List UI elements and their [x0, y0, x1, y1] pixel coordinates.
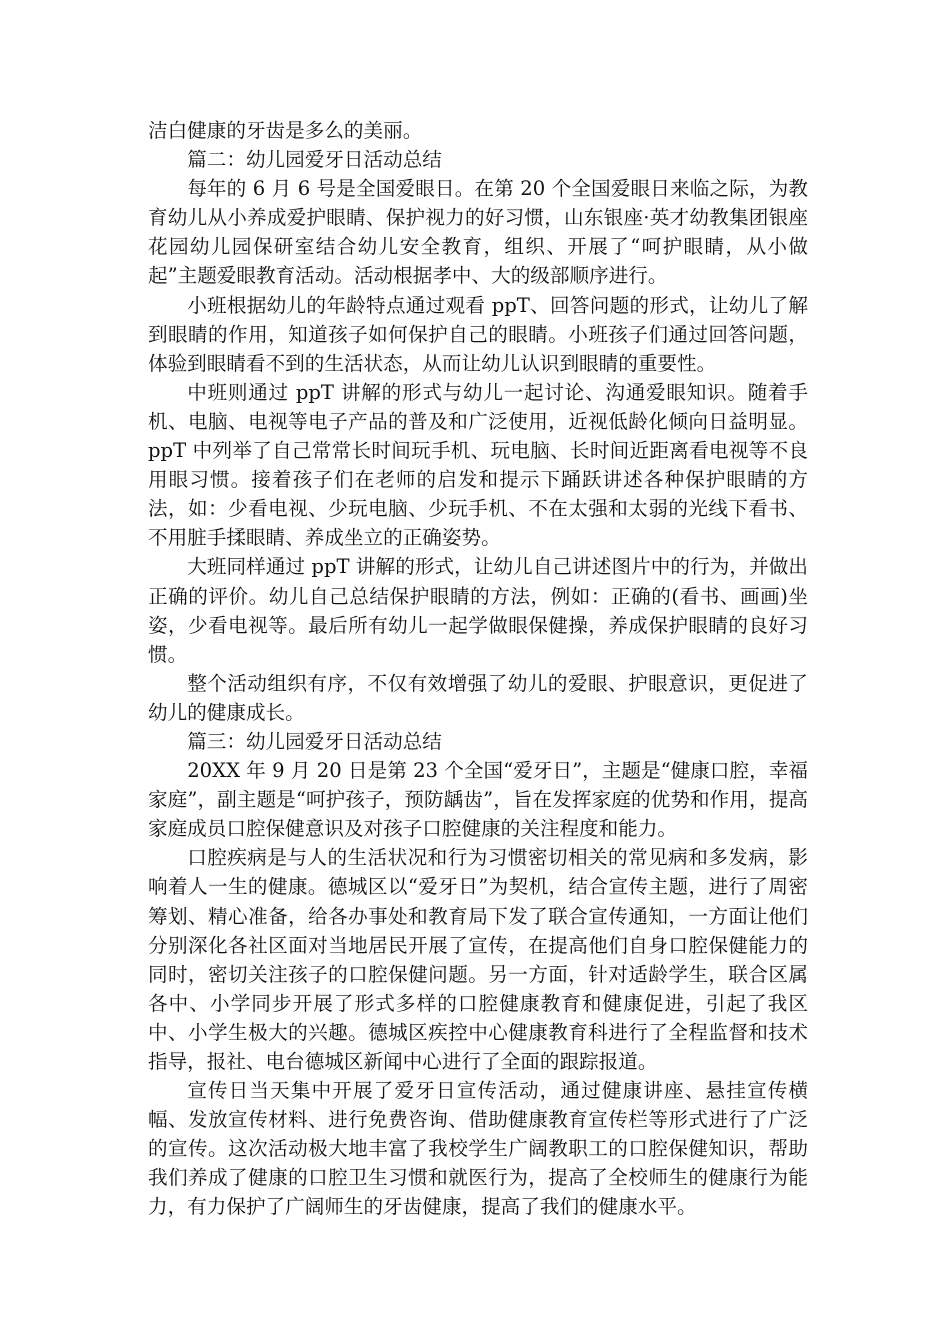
document-body — [148, 116, 808, 1222]
paragraph: 宣传日当天集中开展了爱牙日宣传活动，通过健康讲座、悬挂宣传横幅、发放宣传材料、进行免费咨询、借助健康教育宣传栏等形式进行了广泛的宣传。这次活动极大地丰富了我校学生广阔教职工的口腔保健知识，帮助我们养成了健康的口腔卫生习惯和就医行为，提高了全校师生的健康行为能力，有力保护了广阔师生的牙齿健康，提高了我们的健康水平。 — [148, 1079, 808, 1219]
paragraph: 整个活动组织有序，不仅有效增强了幼儿的爱眼、护眼意识，更促进了幼儿的健康成长。 — [148, 671, 808, 724]
section-heading-part-three: 篇三：幼儿园爱牙日活动总结 — [187, 729, 442, 753]
paragraph: 大班同样通过 ppT 讲解的形式，让幼儿自己讲述图片中的行为，并做出正确的评价。幼儿自己总结保护眼睛的方法，例如：正确的(看书、画画)坐姿，少看电视等。最后所有幼儿一起学做眼保健操，养成保护眼睛的良好习惯。 — [148, 555, 808, 666]
paragraph: 小班根据幼儿的年龄特点通过观看 ppT、回答问题的形式，让幼儿了解到眼睛的作用，知道孩子如何保护自己的眼睛。小班孩子们通过回答问题，体验到眼睛看不到的生活状态，从而让幼儿认识到眼睛的重要性。 — [148, 293, 808, 375]
paragraph: 20XX 年 9 月 20 日是第 23 个全国“爱牙日”，主题是“健康口腔，幸福家庭”，副主题是“呵护孩子，预防龋齿”，旨在发挥家庭的优势和作用，提高家庭成员口腔保健意识及对孩子口腔健康的关注程度和能力。 — [148, 759, 808, 841]
paragraph: 每年的 6 月 6 号是全国爱眼日。在第 20 个全国爱眼日来临之际，为教育幼儿从小养成爱护眼睛、保护视力的好习惯，山东银座·英才幼教集团银座花园幼儿园保研室结合幼儿安全教育，组织、开展了“呵护眼睛，从小做起”主题爱眼教育活动。活动根据孝中、大的级部顺序进行。 — [148, 177, 808, 288]
section-heading-part-two: 篇二：幼儿园爱牙日活动总结 — [187, 148, 442, 172]
paragraph: 中班则通过 ppT 讲解的形式与幼儿一起讨论、沟通爱眼知识。随着手机、电脑、电视等电子产品的普及和广泛使用，近视低龄化倾向日益明显。ppT 中列举了自己常常长时间玩手机、玩电脑、长时间近距离看电视等不良用眼习惯。接着孩子们在老师的启发和提示下踊跃讲述各种保护眼睛的方法，如：少看电视、少玩电脑、少玩手机、不在太强和太弱的光线下看书、不用脏手揉眼睛、养成坐立的正确姿势。 — [148, 380, 808, 550]
paragraph: 口腔疾病是与人的生活状况和行为习惯密切相关的常见病和多发病，影响着人一生的健康。德城区以“爱牙日”为契机，结合宣传主题，进行了周密筹划、精心准备，给各办事处和教育局下发了联合宣传通知，一方面让他们分别深化各社区面对当地居民开展了宣传，在提高他们自身口腔保健能力的同时，密切关注孩子的口腔保健问题。另一方面，针对适龄学生，联合区属各中、小学同步开展了形式多样的口腔健康教育和健康促进，引起了我区中、小学生极大的兴趣。德城区疾控中心健康教育科进行了全程监督和技术指导，报社、电台德城区新闻中心进行了全面的跟踪报道。 — [148, 846, 808, 1073]
paragraph-continuation: 洁白健康的牙齿是多么的美丽。 — [148, 119, 423, 142]
